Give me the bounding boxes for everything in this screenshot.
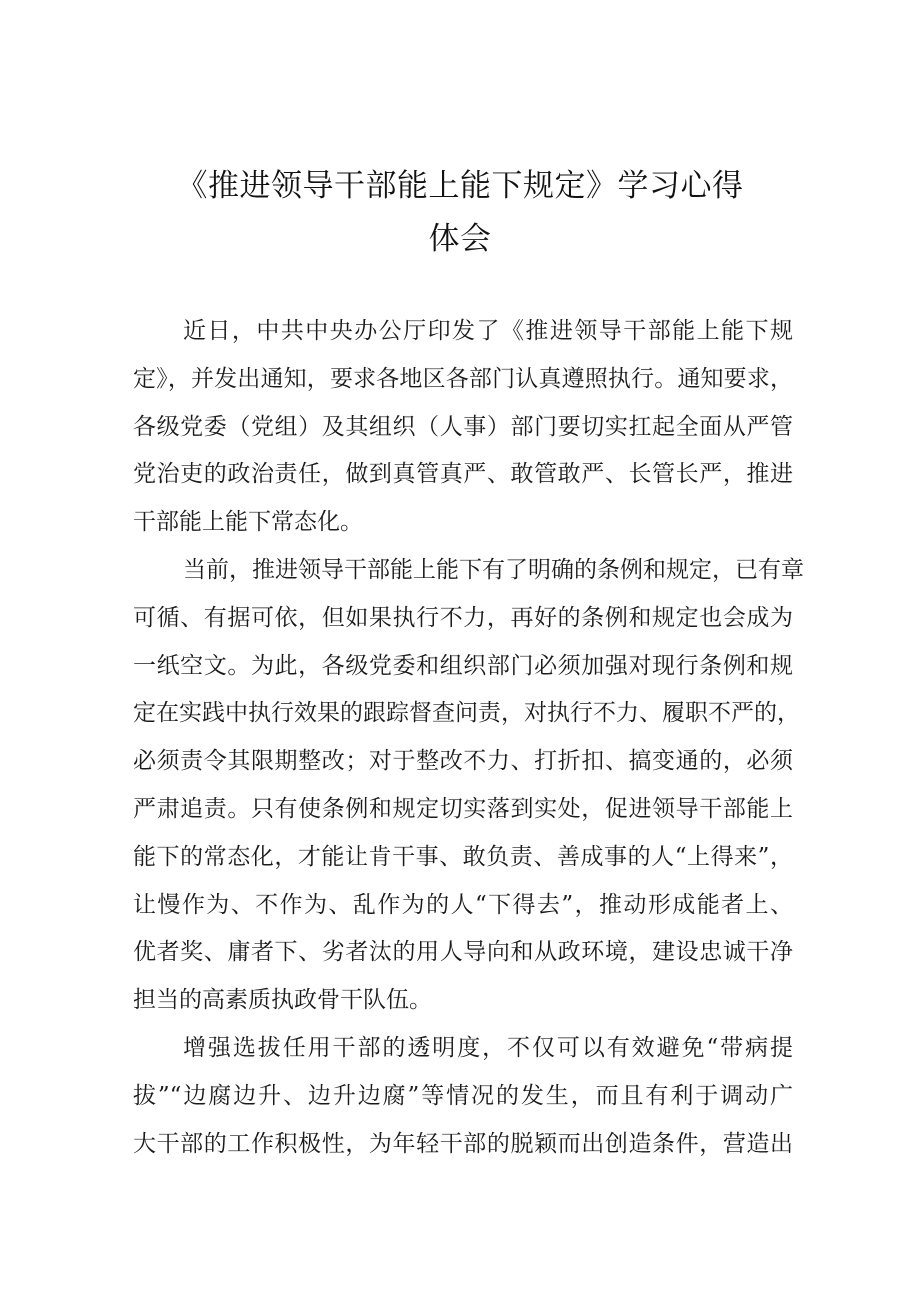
paragraph-line: 各级党委（党组）及其组织（人事）部门要切实扛起全面从严管 [133, 413, 793, 440]
paragraph-line: 大干部的工作积极性，为年轻干部的脱颖而出创造条件，营造出 [133, 1130, 793, 1157]
paragraph-line: 能下的常态化，才能让肯干事、敢负责、善成事的人“上得来”， [133, 843, 793, 870]
document-body [133, 308, 804, 1168]
paragraph-2 [133, 547, 804, 1025]
paragraph-line: 担当的高素质执政骨干队伍。 [133, 987, 432, 1014]
paragraph-line: 干部能上能下常态化。 [133, 509, 363, 536]
paragraph-line: 增强选拔任用干部的透明度，不仅可以有效避免“带病提 [183, 1034, 793, 1061]
title-line-2: 体会 [428, 221, 492, 257]
paragraph-line: 定》，并发出通知，要求各地区各部门认真遵照执行。通知要求， [133, 365, 793, 392]
paragraph-line: 可循、有据可依，但如果执行不力，再好的条例和规定也会成为 [133, 604, 793, 631]
paragraph-line: 让慢作为、不作为、乱作为的人“下得去”，推动形成能者上、 [133, 891, 793, 918]
title-line-1: 《推进领导干部能上能下规定》学习心得 [176, 168, 744, 204]
paragraph-line: 定在实践中执行效果的跟踪督查问责，对执行不力、履职不严的， [133, 700, 800, 727]
paragraph-line: 一纸空文。为此，各级党委和组织部门必须加强对现行条例和规 [133, 652, 793, 679]
paragraph-line: 近日，中共中央办公厅印发了《推进领导干部能上能下规 [183, 318, 793, 344]
paragraph-1 [133, 308, 793, 547]
paragraph-line: 严肃追责。只有使条例和规定切实落到实处，促进领导干部能上 [133, 795, 793, 822]
paragraph-3 [133, 1025, 793, 1168]
paragraph-line: 拔”“边腐边升、边升边腐”等情况的发生，而且有利于调动广 [133, 1082, 793, 1109]
paragraph-line: 当前，推进领导干部能上能下有了明确的条例和规定，已有章 [183, 556, 804, 583]
paragraph-line: 优者奖、庸者下、劣者汰的用人导向和从政环境，建设忠诚干净 [133, 939, 793, 966]
paragraph-line: 必须责令其限期整改；对于整改不力、打折扣、搞变通的，必须 [133, 748, 793, 775]
document-title [100, 160, 820, 266]
paragraph-line: 党治吏的政治责任，做到真管真严、敢管敢严、长管长严，推进 [133, 461, 793, 488]
